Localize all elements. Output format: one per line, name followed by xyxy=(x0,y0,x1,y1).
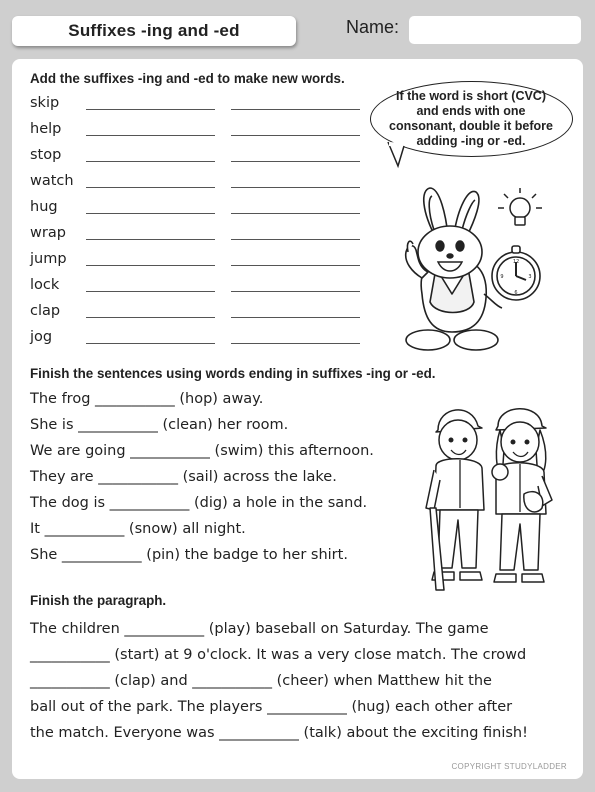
ing-answer-line[interactable] xyxy=(86,239,215,240)
sentence-item: It ___________ (snow) all night. xyxy=(30,521,246,537)
worksheet-title: Suffixes -ing and -ed xyxy=(12,16,296,46)
bunny-with-clock-illustration xyxy=(392,182,552,358)
sentence-item: We are going ___________ (swim) this afternoon. xyxy=(30,443,374,459)
svg-text:6: 6 xyxy=(514,290,518,296)
word-item: watch xyxy=(30,173,74,189)
ed-answer-line[interactable] xyxy=(231,343,360,344)
ed-answer-line[interactable] xyxy=(231,291,360,292)
sentence-item: She is ___________ (clean) her room. xyxy=(30,417,289,433)
ing-answer-line[interactable] xyxy=(86,213,215,214)
sentence-item: They are ___________ (sail) across the lake. xyxy=(30,469,337,485)
word-item: lock xyxy=(30,277,60,293)
ed-answer-line[interactable] xyxy=(231,213,360,214)
ing-answer-line[interactable] xyxy=(86,187,215,188)
ing-answer-line[interactable] xyxy=(86,343,215,344)
ed-answer-line[interactable] xyxy=(231,317,360,318)
svg-text:12: 12 xyxy=(512,259,520,265)
tip-text: If the word is short (CVC) and ends with one consonant, double it before adding -ing or -ed. xyxy=(389,89,553,148)
paragraph-line: ___________ (start) at 9 o'clock. It was a very close match. The crowd xyxy=(30,647,527,663)
baseball-kids-illustration xyxy=(424,390,560,600)
word-item: clap xyxy=(30,303,61,319)
ed-answer-line[interactable] xyxy=(231,109,360,110)
word-item: stop xyxy=(30,147,62,163)
ed-answer-line[interactable] xyxy=(231,239,360,240)
word-item: jump xyxy=(30,251,67,267)
ing-answer-line[interactable] xyxy=(86,265,215,266)
paragraph-line: ___________ (clap) and ___________ (cheer) when Matthew hit the xyxy=(30,673,492,689)
ed-answer-line[interactable] xyxy=(231,187,360,188)
paragraph-line: the match. Everyone was ___________ (talk) about the exciting finish! xyxy=(30,725,528,741)
word-item: jog xyxy=(30,329,53,345)
name-label: Name: xyxy=(346,17,400,37)
ing-answer-line[interactable] xyxy=(86,135,215,136)
copyright-text: COPYRIGHT STUDYLADDER xyxy=(451,762,567,771)
name-field[interactable] xyxy=(409,16,581,44)
section2-heading: Finish the sentences using words ending in suffixes -ing or -ed. xyxy=(30,366,436,381)
section3-heading: Finish the paragraph. xyxy=(30,593,167,608)
ed-answer-line[interactable] xyxy=(231,135,360,136)
sentence-item: She ___________ (pin) the badge to her shirt. xyxy=(30,547,348,563)
word-item: hug xyxy=(30,199,58,215)
ing-answer-line[interactable] xyxy=(86,161,215,162)
svg-text:9: 9 xyxy=(500,274,504,280)
word-item: skip xyxy=(30,95,60,111)
ing-answer-line[interactable] xyxy=(86,317,215,318)
sentence-item: The frog ___________ (hop) away. xyxy=(30,391,264,407)
word-item: wrap xyxy=(30,225,66,241)
ed-answer-line[interactable] xyxy=(231,161,360,162)
section1-heading: Add the suffixes -ing and -ed to make new words. xyxy=(30,71,345,86)
ing-answer-line[interactable] xyxy=(86,109,215,110)
svg-text:3: 3 xyxy=(528,274,532,280)
paragraph-line: ball out of the park. The players ___________ (hug) each other after xyxy=(30,699,513,715)
paragraph-line: The children ___________ (play) baseball on Saturday. The game xyxy=(30,621,489,637)
ing-answer-line[interactable] xyxy=(86,291,215,292)
word-item: help xyxy=(30,121,62,137)
ed-answer-line[interactable] xyxy=(231,265,360,266)
sentence-item: The dog is ___________ (dig) a hole in the sand. xyxy=(30,495,368,511)
